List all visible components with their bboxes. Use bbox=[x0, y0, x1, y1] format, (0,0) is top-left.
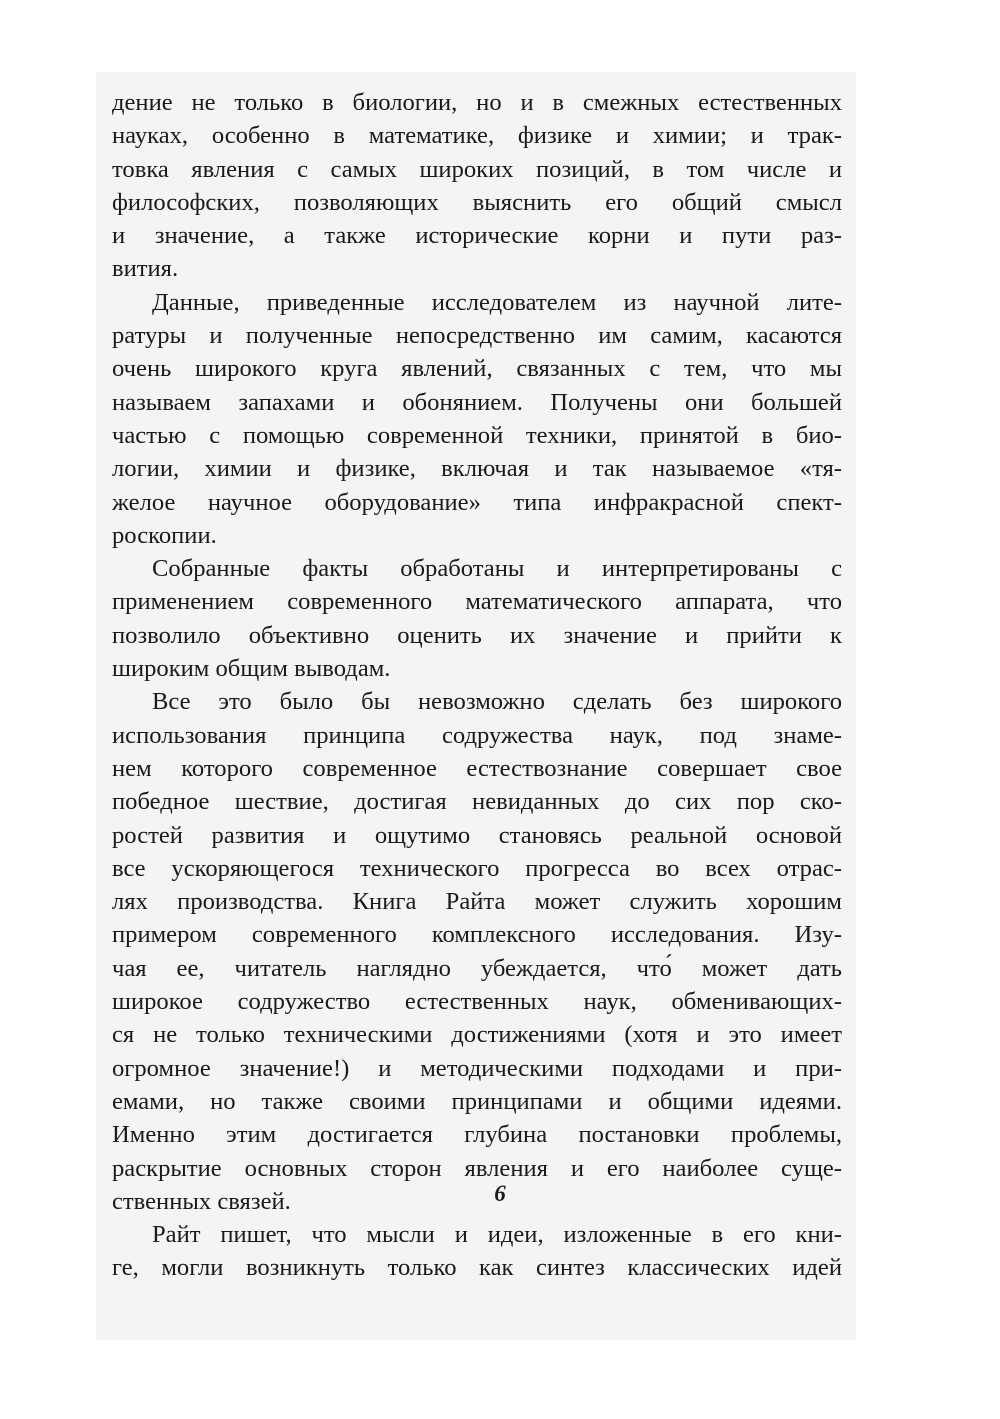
paragraph-1 bbox=[112, 86, 842, 286]
text-line: очень широкого круга явлений, связанных с тем, что мы bbox=[112, 355, 842, 383]
paragraph-2 bbox=[112, 286, 842, 552]
text-line: Собранные факты обработаны и интерпретированы с bbox=[152, 555, 842, 583]
text-line: философских, позволяющих выяснить его общий смысл bbox=[112, 188, 842, 216]
text-line: товка явления с самых широких позиций, в том числе и bbox=[112, 155, 842, 183]
text-line: нем которого современное естествознание совершает свое bbox=[112, 754, 842, 782]
text-line: роскопии. bbox=[112, 521, 217, 549]
text-line: огромное значение!) и методическими подходами и при- bbox=[112, 1054, 842, 1082]
text-line: широкое содружество естественных наук, обменивающих- bbox=[112, 988, 842, 1016]
page-number: 6 bbox=[494, 1181, 506, 1206]
text-line: называем запахами и обонянием. Получены они большей bbox=[112, 388, 842, 416]
text-line: вития. bbox=[112, 255, 179, 283]
text-line: ся не только техническими достижениями (хотя и это имеет bbox=[112, 1021, 842, 1049]
text-line: и значение, а также исторические корни и пути раз- bbox=[112, 222, 842, 250]
text-line: науках, особенно в математике, физике и химии; и трак- bbox=[112, 122, 842, 150]
text-line: емами, но также своими принципами и общими идеями. bbox=[112, 1087, 842, 1115]
text-line: Данные, приведенные исследователем из научной лите- bbox=[152, 288, 842, 316]
text-line: ратуры и полученные непосредственно им самим, касаются bbox=[112, 322, 842, 350]
text-line: все ускоряющегося технического прогресса во всех отрас- bbox=[112, 854, 842, 882]
text-line: позволило объективно оценить их значение и прийти к bbox=[112, 621, 842, 649]
text-line: ге, могли возникнуть только как синтез классических идей bbox=[112, 1254, 842, 1282]
text-line: Райт пишет, что мысли и идеи, изложенные в его кни- bbox=[152, 1221, 842, 1249]
text-line: лях производства. Книга Райта может служить хорошим bbox=[112, 888, 842, 916]
text-line: победное шествие, достигая невиданных до сих пор ско- bbox=[112, 788, 842, 816]
text-line: Именно этим достигается глубина постановки проблемы, bbox=[112, 1121, 842, 1149]
text-line: чая ее, читатель наглядно убеждается, что́ может дать bbox=[112, 954, 842, 982]
body-text bbox=[112, 86, 842, 1285]
paragraph-4 bbox=[112, 685, 842, 1218]
text-line: раскрытие основных сторон явления и его наиболее суще- bbox=[112, 1154, 842, 1182]
text-line: использования принципа содружества наук, под знаме- bbox=[112, 721, 842, 749]
text-line: широким общим выводам. bbox=[112, 655, 391, 683]
text-line: применением современного математического аппарата, что bbox=[112, 588, 842, 616]
text-line: ственных связей. bbox=[112, 1187, 291, 1215]
text-line: примером современного комплексного исследования. Изу- bbox=[112, 921, 842, 949]
text-line: частью с помощью современной техники, принятой в био- bbox=[112, 421, 842, 449]
text-line: дение не только в биологии, но и в смежных естественных bbox=[112, 89, 842, 116]
text-line: Все это было бы невозможно сделать без широкого bbox=[152, 688, 842, 716]
text-line: ростей развития и ощутимо становясь реальной основой bbox=[112, 821, 842, 849]
text-line: логии, химии и физике, включая и так называемое «тя- bbox=[112, 455, 842, 483]
paragraph-5 bbox=[112, 1218, 842, 1285]
paragraph-3 bbox=[112, 552, 842, 685]
text-line: желое научное оборудование» типа инфракрасной спект- bbox=[112, 488, 842, 516]
